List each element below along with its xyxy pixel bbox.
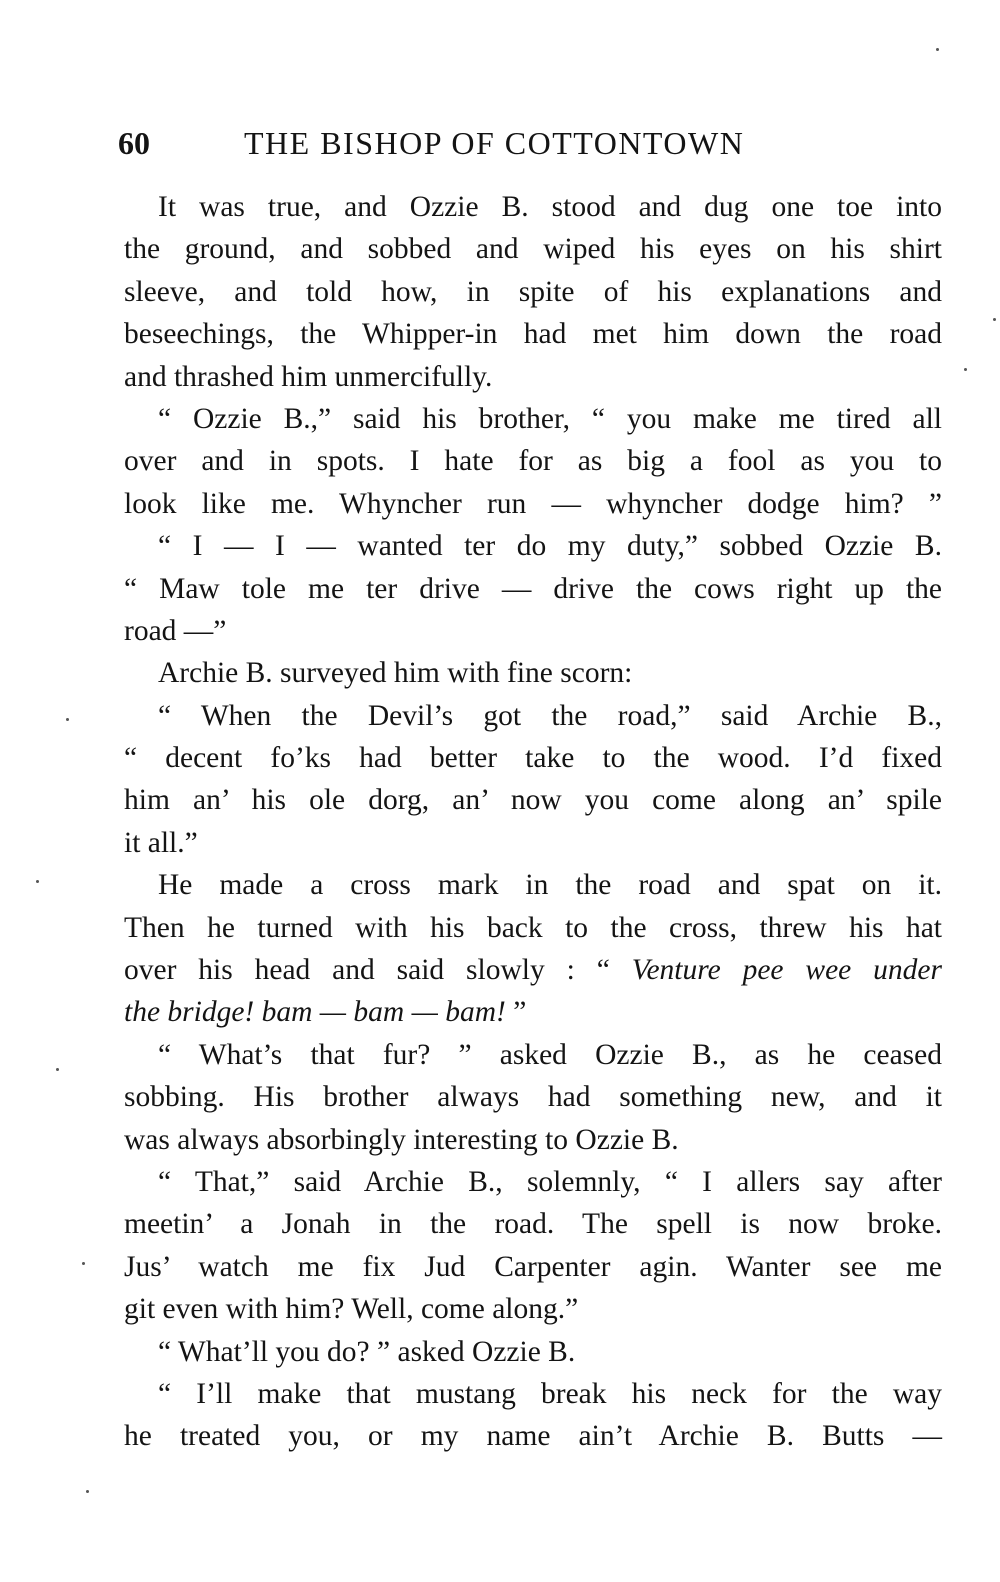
scan-speck bbox=[36, 880, 39, 883]
text-line: “ decent fo’ks had better take to the wood. I’d fixed bbox=[124, 742, 942, 775]
text-line: over and in spots. I hate for as big a fool as you to bbox=[124, 445, 942, 478]
scan-speck bbox=[964, 368, 967, 371]
text-line-with-italic bbox=[124, 949, 942, 991]
body-text bbox=[124, 186, 942, 1458]
text-line: “ Ozzie B.,” said his brother, “ you make me tired all bbox=[158, 402, 942, 435]
scan-speck bbox=[56, 1068, 59, 1071]
text-line: sleeve, and told how, in spite of his explanations and bbox=[124, 275, 942, 308]
text-line: meetin’ a Jonah in the road. The spell is now broke. bbox=[124, 1208, 942, 1241]
text-line: “ What’ll you do? ” asked Ozzie B. bbox=[158, 1335, 576, 1368]
page-header bbox=[118, 118, 858, 168]
text-line: It was true, and Ozzie B. stood and dug one toe into bbox=[158, 191, 942, 223]
text-line: him an’ his ole dorg, an’ now you come along an’ spile bbox=[124, 784, 942, 817]
text-line: git even with him? Well, come along.” bbox=[124, 1293, 579, 1326]
scan-speck bbox=[993, 318, 996, 321]
italic-charm-continued: the bridge! bam — bam — bam! bbox=[124, 996, 506, 1029]
text-line: road —” bbox=[124, 614, 227, 647]
text-line: the ground, and sobbed and wiped his eyes on his shirt bbox=[124, 233, 942, 266]
text-line-start: over his head and said slowly : “ bbox=[124, 954, 610, 987]
text-line: Archie B. surveyed him with fine scorn: bbox=[158, 657, 633, 690]
page-number: 60 bbox=[118, 125, 150, 161]
text-line: “ What’s that fur? ” asked Ozzie B., as he ceased bbox=[158, 1038, 942, 1071]
text-line: “ I’ll make that mustang break his neck for the way bbox=[158, 1377, 942, 1410]
text-line: beseechings, the Whipper-in had met him down the road bbox=[124, 318, 942, 351]
text-line: and thrashed him unmercifully. bbox=[124, 360, 493, 393]
text-line: look like me. Whyncher run — whyncher dodge him? ” bbox=[124, 487, 942, 520]
closing-quote: ” bbox=[505, 996, 527, 1029]
scan-speck bbox=[86, 1490, 89, 1493]
scan-speck bbox=[66, 718, 69, 721]
text-line: sobbing. His brother always had something new, and it bbox=[124, 1081, 942, 1114]
running-title: THE BISHOP OF COTTONTOWN bbox=[244, 125, 745, 161]
text-line: “ Maw tole me ter drive — drive the cows right up the bbox=[124, 572, 942, 605]
scan-speck bbox=[936, 48, 939, 51]
text-line: He made a cross mark in the road and spat on it. bbox=[158, 869, 942, 902]
text-line: Then he turned with his back to the cross, threw his hat bbox=[124, 911, 942, 944]
text-line: “ That,” said Archie B., solemnly, “ I allers say after bbox=[158, 1165, 942, 1198]
text-line: “ When the Devil’s got the road,” said Archie B., bbox=[158, 699, 942, 732]
text-line: was always absorbingly interesting to Ozzie B. bbox=[124, 1123, 679, 1156]
italic-charm: Venture pee wee under bbox=[631, 954, 942, 987]
text-line: “ I — I — wanted ter do my duty,” sobbed Ozzie B. bbox=[158, 530, 942, 563]
text-line: it all.” bbox=[124, 826, 198, 859]
scan-speck bbox=[82, 1262, 85, 1265]
text-line: Jus’ watch me fix Jud Carpenter agin. Wanter see me bbox=[124, 1250, 942, 1283]
text-line: he treated you, or my name ain’t Archie B. Butts — bbox=[124, 1420, 942, 1453]
text-line-italic bbox=[124, 991, 942, 1033]
